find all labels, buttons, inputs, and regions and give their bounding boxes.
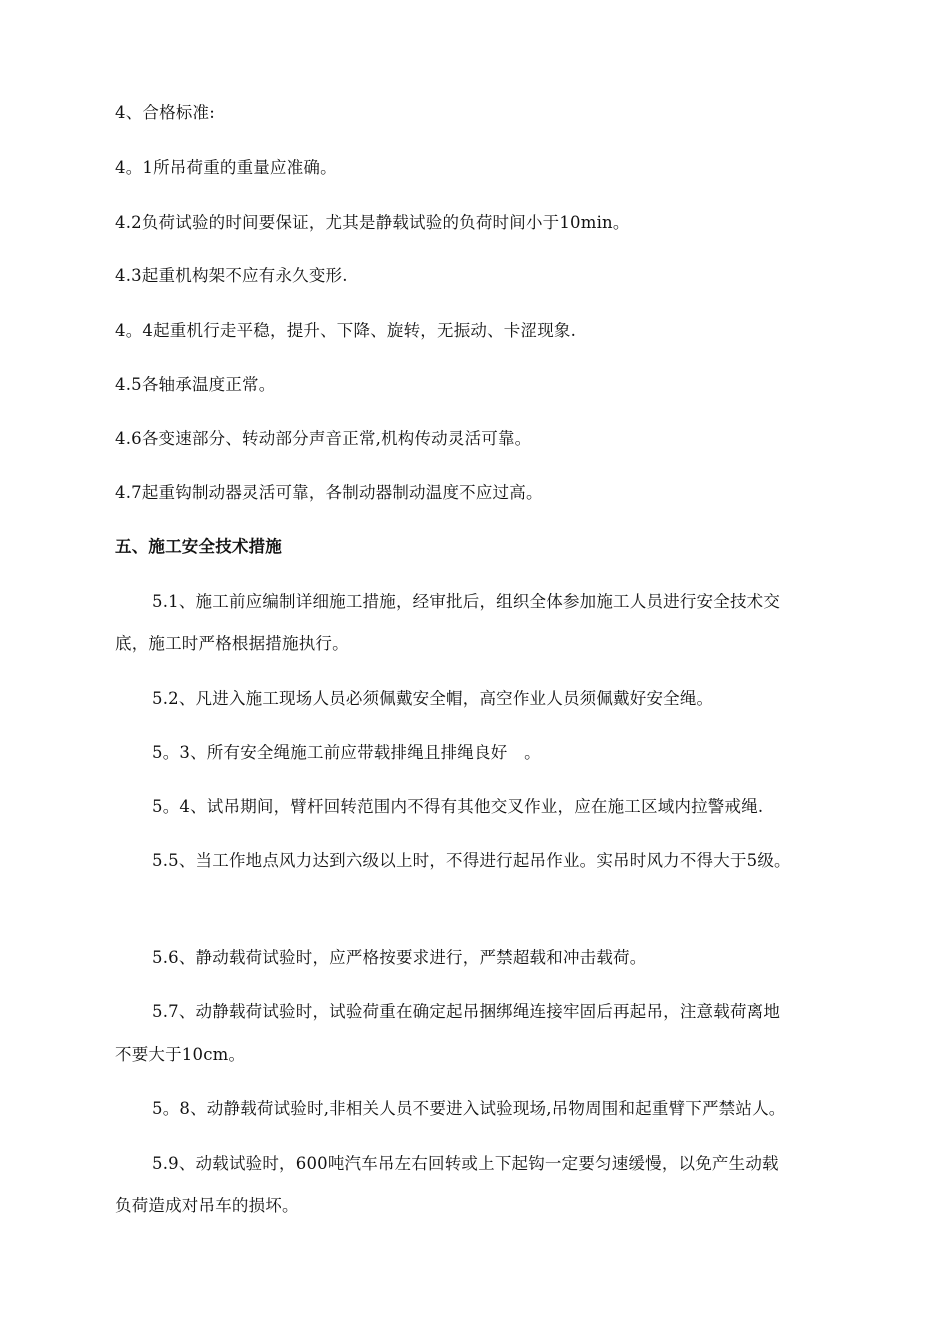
item-5-2: 5.2、凡进入施工现场人员必须佩戴安全帽，高空作业人员须佩戴好安全绳。 [152, 689, 714, 708]
item-4-4: 4。4起重机行走平稳，提升、下降、旋转，无振动、卡涩现象. [115, 321, 577, 340]
item-5-1-line-2: 底，施工时严格根据措施执行。 [115, 634, 349, 653]
item-5-4: 5。4、试吊期间，臂杆回转范围内不得有其他交叉作业，应在施工区域内拉警戒绳. [152, 797, 764, 816]
item-5-1-line-1: 5.1、施工前应编制详细施工措施，经审批后，组织全体参加施工人员进行安全技术交 [152, 592, 781, 611]
item-4-1: 4。1所吊荷重的重量应准确。 [115, 158, 337, 177]
item-5-7-line-1: 5.7、动静载荷试验时，试验荷重在确定起吊捆绑绳连接牢固后再起吊，注意载荷离地 [152, 1002, 781, 1021]
item-5-7-line-2: 不要大于10cm。 [115, 1045, 246, 1064]
item-5-5: 5.5、当工作地点风力达到六级以上时，不得进行起吊作业。实吊时风力不得大于5级。 [152, 851, 791, 870]
item-5-3: 5。3、所有安全绳施工前应带载排绳且排绳良好 。 [152, 743, 541, 762]
item-5-9-line-2: 负荷造成对吊车的损坏。 [115, 1196, 299, 1215]
item-5-8: 5。8、动静载荷试验时,非相关人员不要进入试验现场,吊物周围和起重臂下严禁站人。 [152, 1099, 786, 1118]
item-4-5: 4.5各轴承温度正常。 [115, 375, 276, 394]
item-4-7: 4.7起重钩制动器灵活可靠，各制动器制动温度不应过高。 [115, 483, 543, 502]
item-4-6: 4.6各变速部分、转动部分声音正常,机构传动灵活可靠。 [115, 429, 532, 448]
section-4-heading: 4、合格标准: [115, 103, 215, 122]
item-4-3: 4.3起重机构架不应有永久变形. [115, 266, 348, 285]
item-4-2: 4.2负荷试验的时间要保证，尤其是静载试验的负荷时间小于10min。 [115, 213, 630, 232]
item-5-9-line-1: 5.9、动载试验时，600吨汽车吊左右回转或上下起钩一定要匀速缓慢，以免产生动载 [152, 1154, 779, 1173]
item-5-6: 5.6、静动载荷试验时，应严格按要求进行，严禁超载和冲击载荷。 [152, 948, 647, 967]
section-5-heading: 五、施工安全技术措施 [115, 537, 282, 556]
